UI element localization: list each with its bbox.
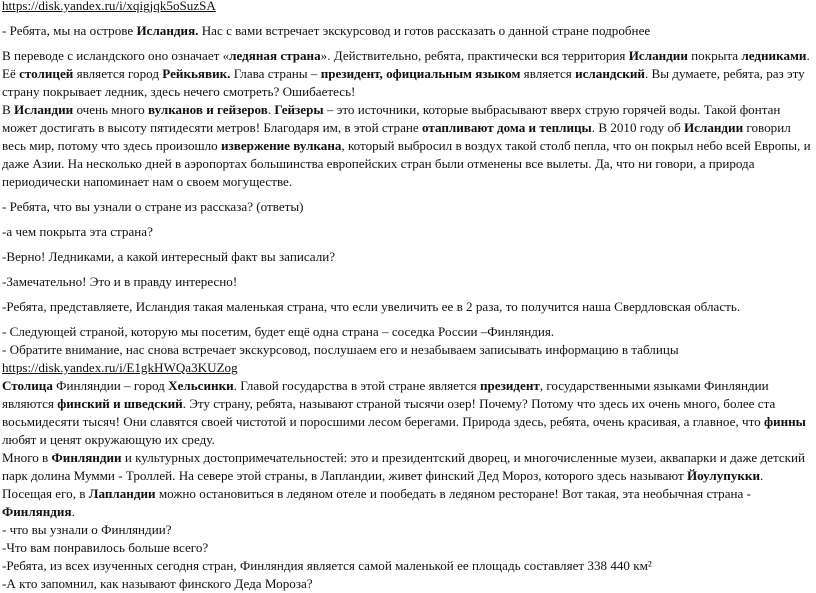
disk-link-paragraph (2, 359, 814, 377)
text-run: является (520, 66, 576, 81)
text-run: и культурных достопримечательностей: это и президентский дворец, и многочисленные музеи, аквапарки и даже детский парк долина Мумми - Троллей. На севере этой страны, в Лапландии, живет финский Дед Мороз, которого здесь называют (2, 450, 806, 483)
text-run: -Ребята, представляете, Исландия такая маленькая страна, что если увеличить ее в 2 раза, то получится наша Свердловская область. (2, 299, 741, 314)
bold-text: президент, официальным языком (320, 66, 521, 81)
text-run: очень много (73, 102, 149, 117)
text-paragraph (2, 449, 814, 521)
text-run: . Посещая его, в (2, 468, 764, 501)
bold-text: ледниками (741, 48, 807, 63)
text-paragraph (2, 323, 814, 341)
text-paragraph (2, 273, 814, 291)
document-body (2, 0, 814, 593)
bold-text: Финляндия (2, 504, 72, 519)
bold-text: столицей (19, 66, 74, 81)
text-run: - что вы узнали о Финляндии? (2, 522, 172, 537)
text-run: , государственными языками Финляндии являются (2, 378, 769, 411)
text-paragraph (2, 101, 814, 191)
text-run: Много в (2, 450, 52, 465)
disk-link[interactable]: https://disk.yandex.ru/i/E1gkHWQa3KUZog (2, 360, 238, 375)
bold-text: финский и шведский (57, 396, 183, 411)
text-run: -Замечательно! Это и в правду интересно! (2, 274, 238, 289)
bold-text: президент (479, 378, 540, 393)
bold-text: исландский (575, 66, 645, 81)
bold-text: Рейкьявик. (162, 66, 231, 81)
text-run: – это источники, которые выбрасывают вверх струю горячей воды. Такой фонтан может достигать в высоту пятидесяти метров! Благодаря им, в этой стране (2, 102, 781, 135)
text-run: -а чем покрыта эта страна? (2, 224, 153, 239)
text-run: , который выбросил в воздух такой столб пепла, что он покрыл небо всей Европы, и даже Азии. На несколько дней в аэропортах большинства европейских стран были отменены все вылеты. Да, что ни говори, а природа периодически напоминает нам о своем могуществе. (2, 138, 811, 189)
bold-text: Исландии (683, 120, 744, 135)
text-run: Нас с вами встречает экскурсовод и готов рассказать о данной стране подробнее (198, 23, 651, 38)
text-run: . Эту страну, ребята, называют страной тысячи озер! Почему? Потому что здесь их очень много, более ста восьмидесяти тысяч! Они славятся своей чистотой и поросшими лесом берегами. Природа здесь, ребята, очень красивая, а главное, что (2, 396, 776, 429)
bold-text: финны (763, 414, 806, 429)
bold-text: извержение вулкана (220, 138, 342, 153)
bold-text: отапливают дома и теплицы (422, 120, 592, 135)
text-paragraph (2, 248, 814, 266)
text-paragraph (2, 521, 814, 539)
bold-text: ледяная страна (229, 48, 321, 63)
text-paragraph (2, 539, 814, 557)
text-run: можно остановиться в ледяном отеле и пообедать в ледяном ресторане! Вот такая, эта необычная страна - (155, 486, 751, 501)
bold-text: Финляндии (51, 450, 122, 465)
disk-link-paragraph (2, 0, 814, 15)
text-run: . Главой государства в этой стране является (233, 378, 480, 393)
text-run: Финляндии – город (52, 378, 169, 393)
text-run: . В 2010 году об (591, 120, 684, 135)
text-run: - Обратите внимание, нас снова встречает экскурсовод, послушаем его и незабываем записывать информацию в таблицы (2, 342, 679, 357)
bold-text: Исландии (628, 48, 688, 63)
text-run: -Верно! Ледниками, а какой интересный факт вы записали? (2, 249, 336, 264)
text-run: -А кто запомнил, как называют финского Деда Мороза? (2, 576, 313, 591)
text-paragraph (2, 377, 814, 449)
text-paragraph (2, 557, 814, 575)
bold-text: Хельсинки (168, 378, 234, 393)
bold-text: Лапландии (88, 486, 156, 501)
text-run: . Вы думаете, ребята, раз эту страну покрывает ледник, здесь нечего смотреть? Ошибаетесь! (2, 66, 805, 99)
text-run: ». Действительно, ребята, практически вся территория (320, 48, 629, 63)
text-paragraph (2, 223, 814, 241)
text-run: является город (73, 66, 163, 81)
text-run: любят и ценят окружающую их среду. (2, 432, 215, 447)
bold-text: Исландия. (136, 23, 199, 38)
text-run: говорил весь мир, потому что здесь произошло (2, 120, 791, 153)
text-run: . (71, 504, 75, 519)
text-paragraph (2, 341, 814, 359)
text-run: В (2, 102, 15, 117)
bold-text: Столица (2, 378, 53, 393)
text-paragraph (2, 47, 814, 101)
bold-text: вулканов и гейзеров (148, 102, 268, 117)
text-run: . (267, 102, 275, 117)
text-paragraph (2, 298, 814, 316)
text-paragraph (2, 198, 814, 216)
text-run: -Что вам понравилось больше всего? (2, 540, 209, 555)
text-run: - Следующей страной, которую мы посетим, будет ещё одна страна – соседка России –Финляндия. (2, 324, 555, 339)
bold-text: Йоулупукки (686, 468, 761, 483)
text-run: -Ребята, из всех изученных сегодня стран, Финляндия является самой маленькой ее площадь составляет 338 440 км² (2, 558, 652, 573)
text-run: . Её (2, 48, 810, 81)
disk-link[interactable]: https://disk.yandex.ru/i/xqigjqk5oSuzSA (2, 0, 216, 13)
text-paragraph (2, 575, 814, 593)
text-paragraph (2, 22, 814, 40)
bold-text: Исландии (14, 102, 74, 117)
text-run: - Ребята, что вы узнали о стране из рассказа? (ответы) (2, 199, 304, 214)
text-run: покрыта (687, 48, 742, 63)
text-run: Глава страны – (230, 66, 321, 81)
text-run: В переводе с исландского оно означает « (2, 48, 230, 63)
bold-text: Гейзеры (274, 102, 324, 117)
text-run: - Ребята, мы на острове (2, 23, 137, 38)
